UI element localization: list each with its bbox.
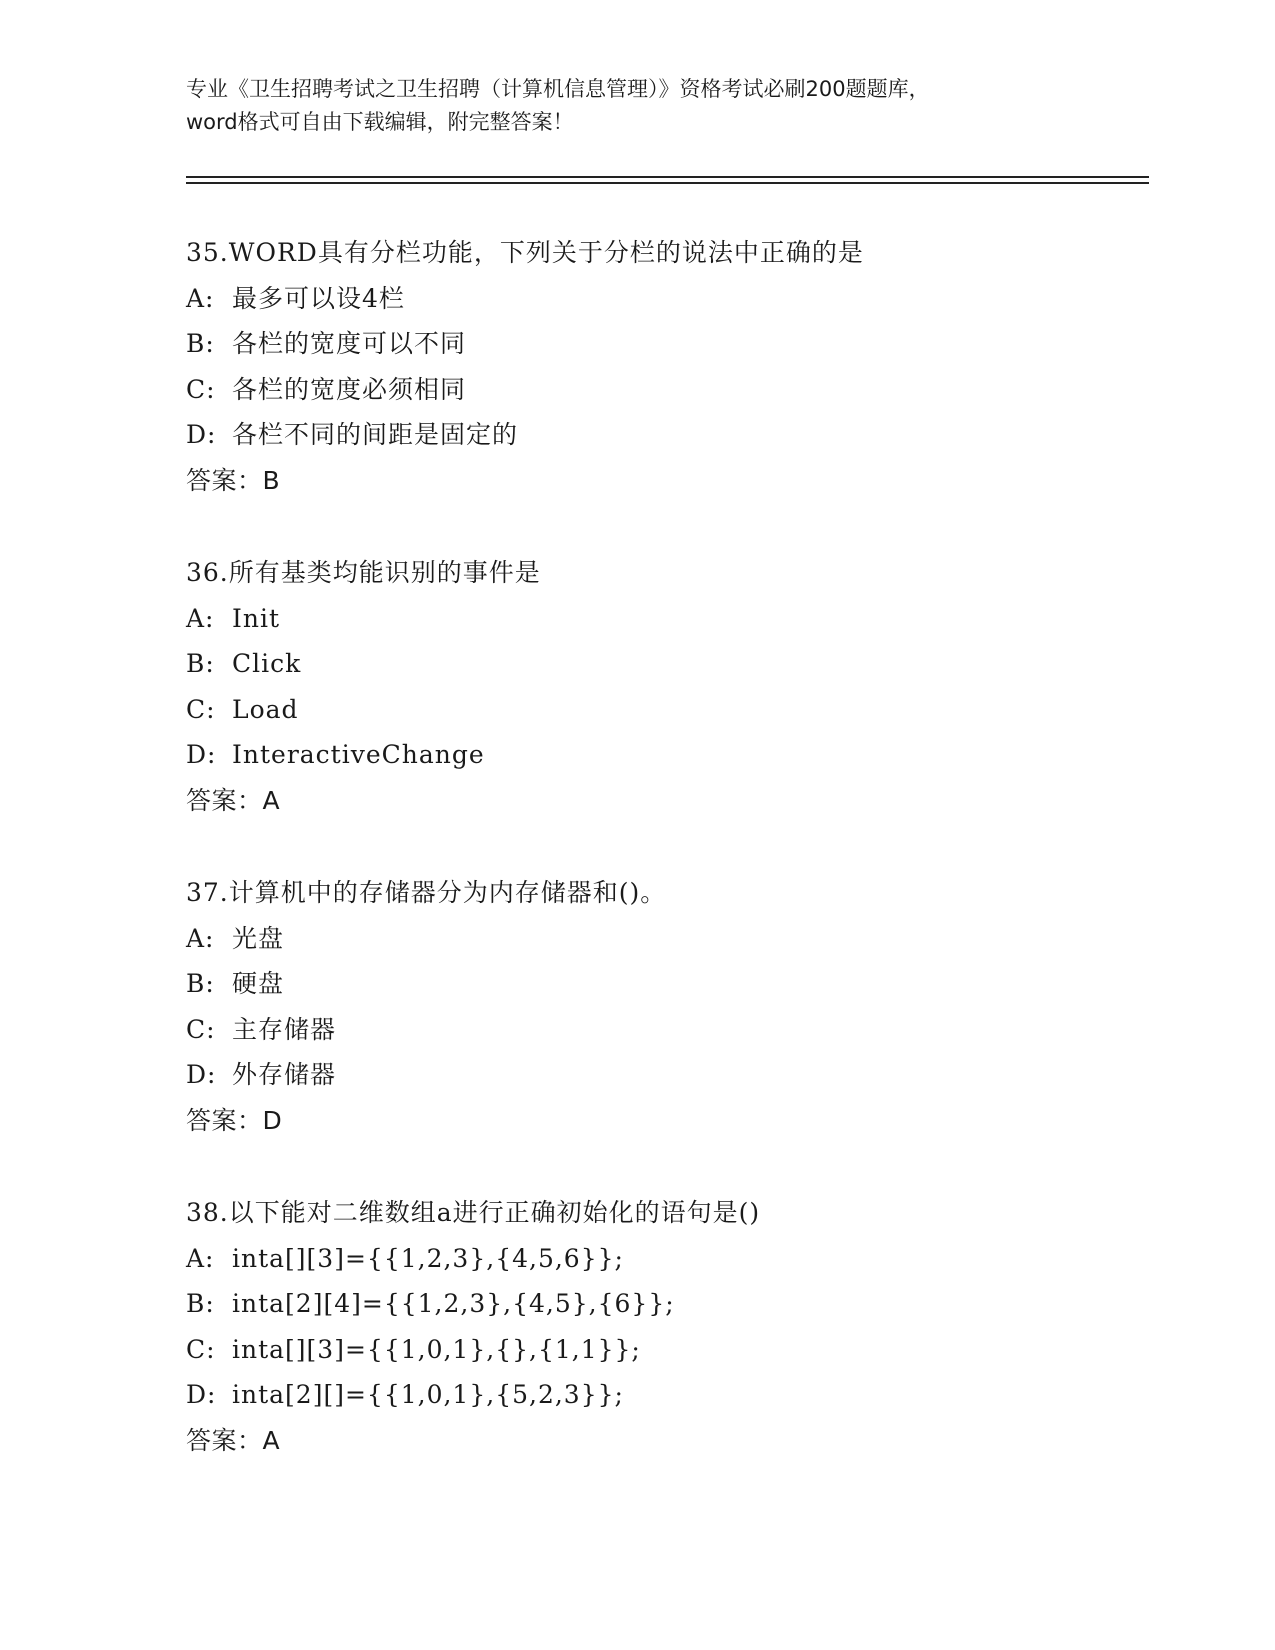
header-divider-top xyxy=(186,176,1149,178)
option-letter: B: xyxy=(186,649,215,678)
option-a xyxy=(186,276,1146,322)
option-c xyxy=(186,1007,1146,1053)
option-letter: D: xyxy=(186,1060,217,1089)
option-letter: C: xyxy=(186,1014,216,1044)
option-c xyxy=(186,1327,1146,1373)
question-block xyxy=(186,1190,1146,1463)
question-stem: 36.所有基类均能识别的事件是 xyxy=(186,558,541,587)
option-c xyxy=(186,367,1146,413)
question-stem: 35.WORD具有分栏功能，下列关于分栏的说法中正确的是 xyxy=(186,238,864,267)
option-letter: C: xyxy=(186,374,216,404)
option-text: inta[2][4]={{1,2,3},{4,5},{6}}; xyxy=(232,1289,675,1318)
option-d xyxy=(186,1052,1146,1098)
option-letter: D: xyxy=(186,1380,217,1409)
option-d xyxy=(186,732,1146,778)
option-b xyxy=(186,961,1146,1007)
option-c xyxy=(186,687,1146,733)
option-a xyxy=(186,596,1146,642)
question-stem: 38.以下能对二维数组a进行正确初始化的语句是() xyxy=(186,1198,761,1227)
answer-line: 答案：D xyxy=(186,1105,283,1135)
option-text: 各栏的宽度必须相同 xyxy=(232,374,467,404)
option-d xyxy=(186,1372,1146,1418)
option-b xyxy=(186,641,1146,687)
option-letter: B: xyxy=(186,329,215,358)
option-text: 各栏的宽度可以不同 xyxy=(232,329,467,358)
option-text: inta[][3]={{1,2,3},{4,5,6}}; xyxy=(232,1243,624,1273)
option-text: 最多可以设4栏 xyxy=(232,283,405,313)
option-letter: C: xyxy=(186,1334,216,1364)
option-text: Init xyxy=(232,603,281,633)
option-text: 光盘 xyxy=(232,923,285,953)
option-text: 硬盘 xyxy=(232,969,285,998)
option-letter: D: xyxy=(186,420,217,449)
option-text: inta[][3]={{1,0,1},{},{1,1}}; xyxy=(232,1334,641,1364)
option-letter: B: xyxy=(186,1289,215,1318)
option-letter: B: xyxy=(186,969,215,998)
option-a xyxy=(186,916,1146,962)
header-line-1: 专业《卫生招聘考试之卫生招聘（计算机信息管理）》资格考试必刷200题题库， xyxy=(186,77,930,101)
header-line-2: word格式可自由下载编辑，附完整答案！ xyxy=(186,110,574,134)
question-stem: 37.计算机中的存储器分为内存储器和()。 xyxy=(186,878,667,907)
answer-line: 答案：A xyxy=(186,1425,281,1455)
option-b xyxy=(186,321,1146,367)
option-letter: D: xyxy=(186,740,217,769)
option-letter: C: xyxy=(186,694,216,724)
option-text: Click xyxy=(232,649,302,678)
question-block xyxy=(186,550,1146,823)
option-letter: A: xyxy=(186,1243,215,1273)
option-text: 外存储器 xyxy=(232,1060,337,1089)
option-letter: A: xyxy=(186,603,215,633)
option-text: inta[2][]={{1,0,1},{5,2,3}}; xyxy=(232,1380,624,1409)
option-letter: A: xyxy=(186,283,215,313)
option-text: 主存储器 xyxy=(232,1014,337,1044)
option-b xyxy=(186,1281,1146,1327)
option-text: 各栏不同的间距是固定的 xyxy=(232,420,519,449)
answer-line: 答案：B xyxy=(186,465,281,495)
document-header xyxy=(186,73,1086,139)
option-letter: A: xyxy=(186,923,215,953)
header-divider-bottom xyxy=(186,182,1149,184)
answer-line: 答案：A xyxy=(186,785,281,815)
option-d xyxy=(186,412,1146,458)
question-block xyxy=(186,230,1146,503)
option-text: Load xyxy=(232,694,299,724)
option-text: InteractiveChange xyxy=(232,740,485,769)
question-block xyxy=(186,870,1146,1143)
option-a xyxy=(186,1236,1146,1282)
